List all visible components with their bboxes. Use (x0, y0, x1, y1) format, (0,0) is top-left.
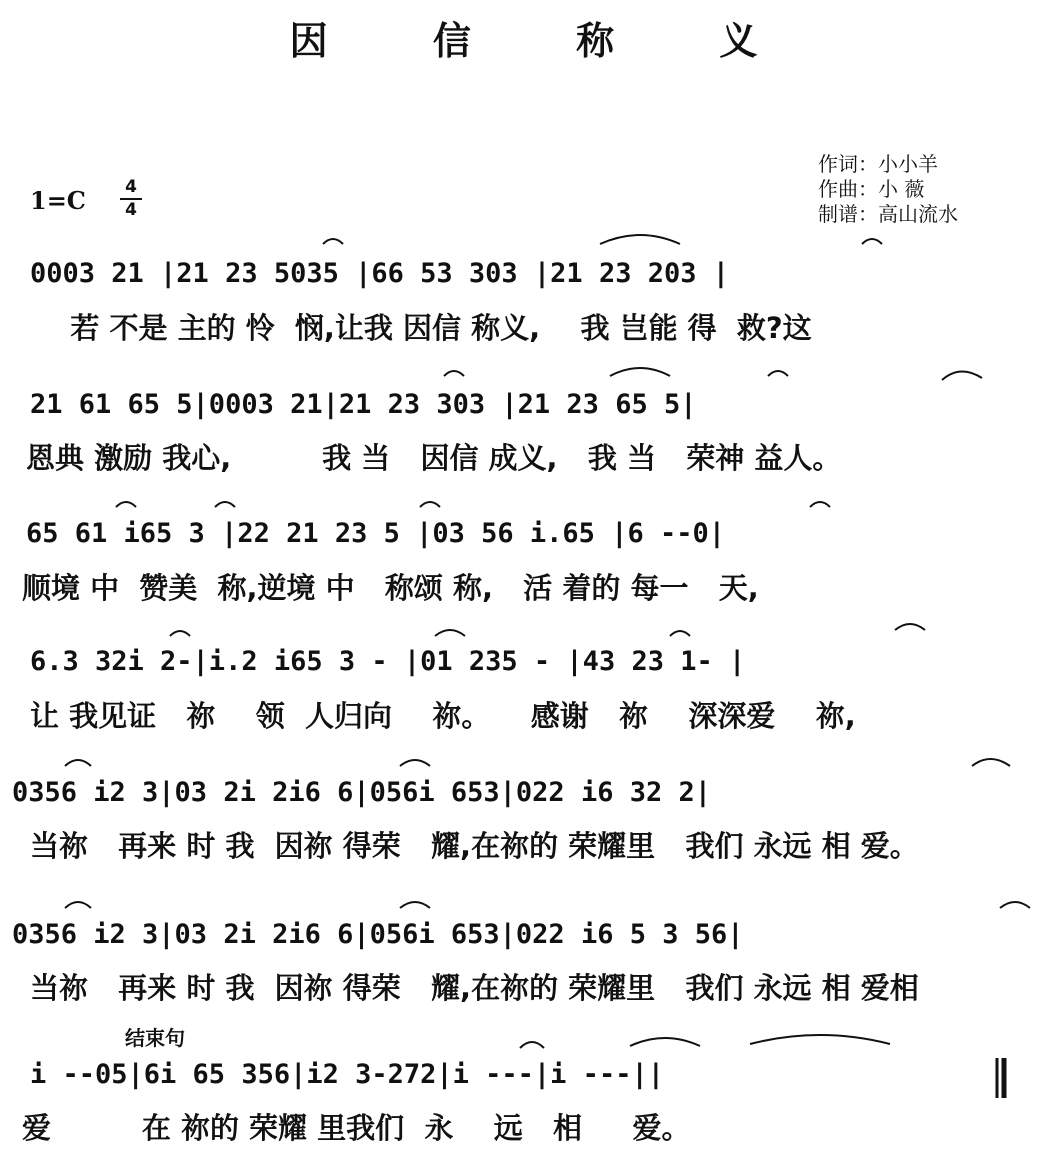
time-top: 4 (125, 177, 137, 197)
slur (65, 760, 91, 766)
slur (630, 1038, 700, 1046)
slur (1000, 902, 1030, 908)
arranger-credit: 制谱：高山流水 (818, 202, 958, 226)
notation-line-5: 0356 i2 3|03 2i 2i6 6|056i 653|022 i6 32 2| (12, 777, 711, 808)
notation-line-6: 0356 i2 3|03 2i 2i6 6|056i 653|022 i6 5 3 56| (12, 919, 744, 950)
slur (768, 371, 788, 376)
slur (400, 760, 430, 766)
song-title: 因 信 称 义 (289, 19, 804, 63)
key-signature: 1=C (30, 186, 86, 215)
slur (435, 630, 465, 636)
lyric-line-4: 让 我见证 祢 领 人归向 祢。 感谢 祢 深深爱 祢, (30, 699, 856, 733)
credits (818, 152, 958, 227)
slur (895, 624, 925, 630)
lyric-line-1: 若 不是 主的 怜 悯,让我 因信 称义, 我 岂能 得 救?这 (30, 311, 812, 345)
lyric-line-6: 当祢 再来 时 我 因祢 得荣 耀,在祢的 荣耀里 我们 永远 相 爱相 (30, 971, 919, 1005)
slur (116, 502, 136, 507)
slur (215, 502, 235, 507)
ending-phrase-label: 结束句 (125, 1026, 185, 1050)
notation-line-7: i --05|6i 65 356|i2 3-272|i ---|i ---|| (30, 1059, 664, 1090)
slur (750, 1035, 890, 1044)
slur (942, 371, 982, 380)
lyric-line-2: 恩典 激励 我心, 我 当 因信 成义, 我 当 荣神 益人。 (26, 441, 842, 475)
slur (65, 902, 91, 908)
slur (170, 631, 190, 636)
lyric-line-3: 顺境 中 赞美 称,逆境 中 称颂 称, 活 着的 每一 天, (22, 571, 759, 605)
slur (400, 902, 430, 908)
slur (810, 502, 830, 507)
slur (323, 239, 343, 244)
notation-line-2: 21 61 65 5|0003 21|21 23 303 |21 23 65 5| (30, 389, 697, 420)
lyric-line-5: 当祢 再来 时 我 因祢 得荣 耀,在祢的 荣耀里 我们 永远 相 爱。 (30, 829, 919, 863)
slur (670, 631, 690, 636)
slur (610, 368, 670, 376)
slur (600, 235, 680, 244)
notation-line-3: 65 61 i65 3 |22 21 23 5 |03 56 i.65 |6 --0| (26, 518, 725, 549)
slur (420, 502, 440, 507)
lyric-line-7: 爱 在 祢的 荣耀 里我们 永 远 相 爱。 (22, 1111, 691, 1145)
time-signature (118, 178, 144, 220)
composer-credit: 作曲：小 薇 (818, 177, 925, 201)
slur (520, 1042, 544, 1048)
slur (444, 371, 464, 376)
notation-line-1: 0003 21 |21 23 5035 |66 53 303 |21 23 203 | (30, 258, 729, 289)
lyricist-credit: 作词：小小羊 (818, 152, 938, 176)
notation-line-4: 6.3 32i 2-|i.2 i65 3 - |01 235 - |43 23 1- | (30, 646, 746, 677)
time-bottom: 4 (125, 200, 137, 220)
slur (972, 759, 1010, 766)
slur (862, 239, 882, 244)
